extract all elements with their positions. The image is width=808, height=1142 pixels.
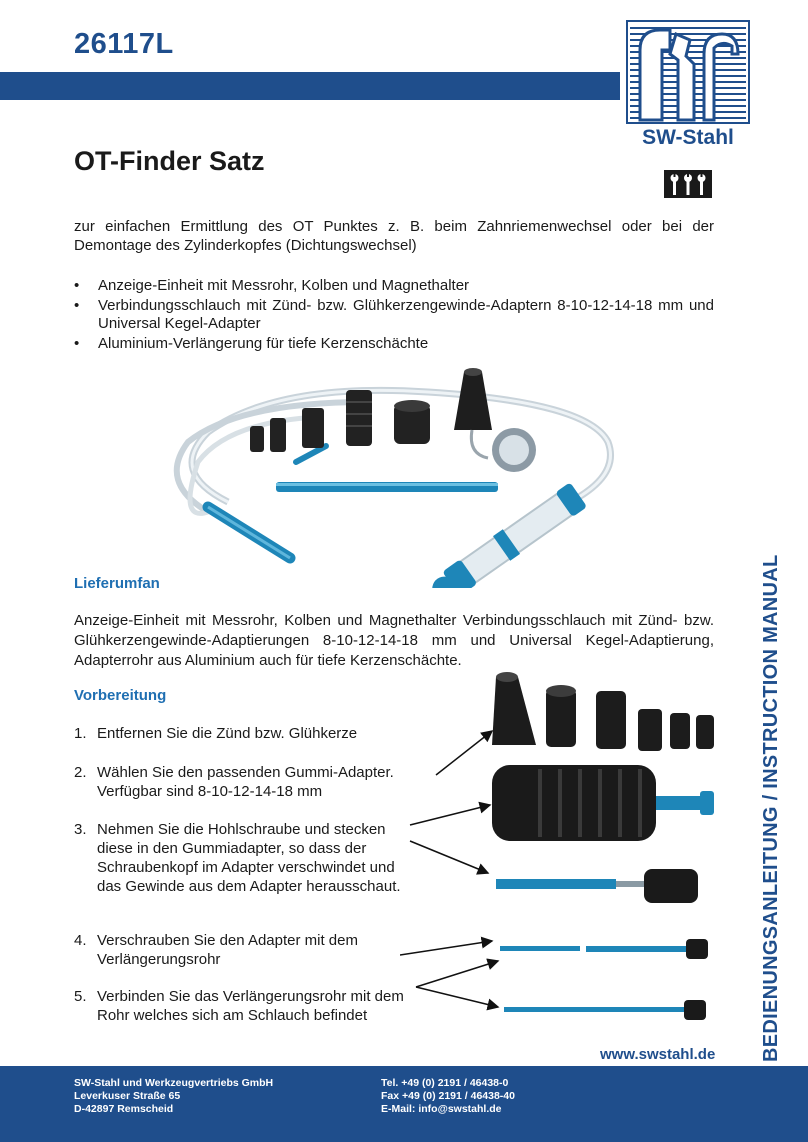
section-heading-lieferumfang: Lieferumfan — [74, 575, 160, 592]
step-text: Nehmen Sie die Hohlschraube und stecken diese in den Gummiadapter, so dass der Schraubenkopf im Adapter verschwindet und das Gewinde aus dem Adapter herausschaut. — [97, 821, 401, 895]
brand-name: SW-Stahl — [642, 126, 734, 149]
step-text: Verbinden Sie das Verlängerungsrohr mit dem Rohr welches sich am Schlauch befindet — [97, 988, 404, 1024]
bullet-icon: • — [74, 335, 80, 352]
page-title: OT-Finder Satz — [74, 146, 265, 176]
fax: Fax +49 (0) 2191 / 46438-40 — [381, 1090, 515, 1102]
phone: Tel. +49 (0) 2191 / 46438-0 — [381, 1077, 509, 1089]
list-item — [74, 931, 394, 969]
lieferumfang-text: Anzeige-Einheit mit Messrohr, Kolben und Magnethalter Verbindungsschlauch mit Zünd- bzw. Glühkerzengewinde-Adaptierungen 8-10-12-14-18 mm und Universal Kegel-Adaptierung, Adapterrohr aus Aluminium auch für tiefe Kerzenschächte. — [74, 612, 714, 669]
bullet-icon: • — [74, 297, 80, 314]
list-item-text: Aluminium-Verlängerung für tiefe Kerzenschächte — [98, 335, 429, 352]
intro-text: zur einfachen Ermittlung des OT Punktes z. B. beim Zahnriemenwechsel oder bei der Demontage des Zylinderkopfes (Dichtungswechsel) — [74, 218, 714, 254]
list-item — [74, 820, 419, 896]
list-item-text: Verbindungsschlauch mit Zünd- bzw. Glühkerzengewinde-Adaptern 8-10-12-14-18 mm und Universal Kegel-Adapter — [98, 297, 714, 332]
list-item — [74, 724, 434, 743]
product-photo — [168, 362, 618, 588]
list-item — [74, 763, 424, 801]
company-name: SW-Stahl und Werkzeugvertriebs GmbH — [74, 1077, 274, 1089]
section-heading-vorbereitung: Vorbereitung — [74, 687, 167, 704]
step-photos — [400, 665, 730, 1035]
header-bar — [0, 72, 620, 100]
feature-list — [74, 277, 714, 355]
step-text: Wählen Sie den passenden Gummi-Adapter. Verfügbar sind 8-10-12-14-18 mm — [97, 764, 394, 800]
step-number: 1. — [74, 725, 87, 742]
footer-contact — [381, 1077, 515, 1116]
email-link[interactable]: E-Mail: info@swstahl.de — [381, 1103, 502, 1115]
step-number: 4. — [74, 932, 87, 949]
list-item — [74, 335, 714, 353]
street: Leverkuser Straße 65 — [74, 1090, 181, 1102]
step-number: 3. — [74, 821, 87, 838]
list-item — [74, 297, 714, 333]
step-number: 2. — [74, 764, 87, 781]
step-text: Entfernen Sie die Zünd bzw. Glühkerze — [97, 725, 358, 742]
article-number: 26117L — [74, 28, 174, 60]
list-item — [74, 277, 714, 295]
wrench-logo-icon — [626, 20, 750, 124]
bullet-icon: • — [74, 277, 80, 294]
step-number: 5. — [74, 988, 87, 1005]
footer-address — [74, 1077, 273, 1116]
step-text: Verschrauben Sie den Adapter mit dem Verlängerungsrohr — [97, 932, 358, 968]
footer — [0, 1066, 808, 1142]
brand-logo — [626, 20, 750, 154]
wrench-set-icon — [664, 170, 712, 198]
city: D-42897 Remscheid — [74, 1103, 174, 1115]
website-link[interactable]: www.swstahl.de — [600, 1046, 716, 1063]
list-item-text: Anzeige-Einheit mit Messrohr, Kolben und Magnethalter — [98, 277, 470, 294]
side-label: BEDIENUNGSANLEITUNG / INSTRUCTION MANUAL — [760, 554, 782, 1062]
list-item — [74, 987, 434, 1025]
